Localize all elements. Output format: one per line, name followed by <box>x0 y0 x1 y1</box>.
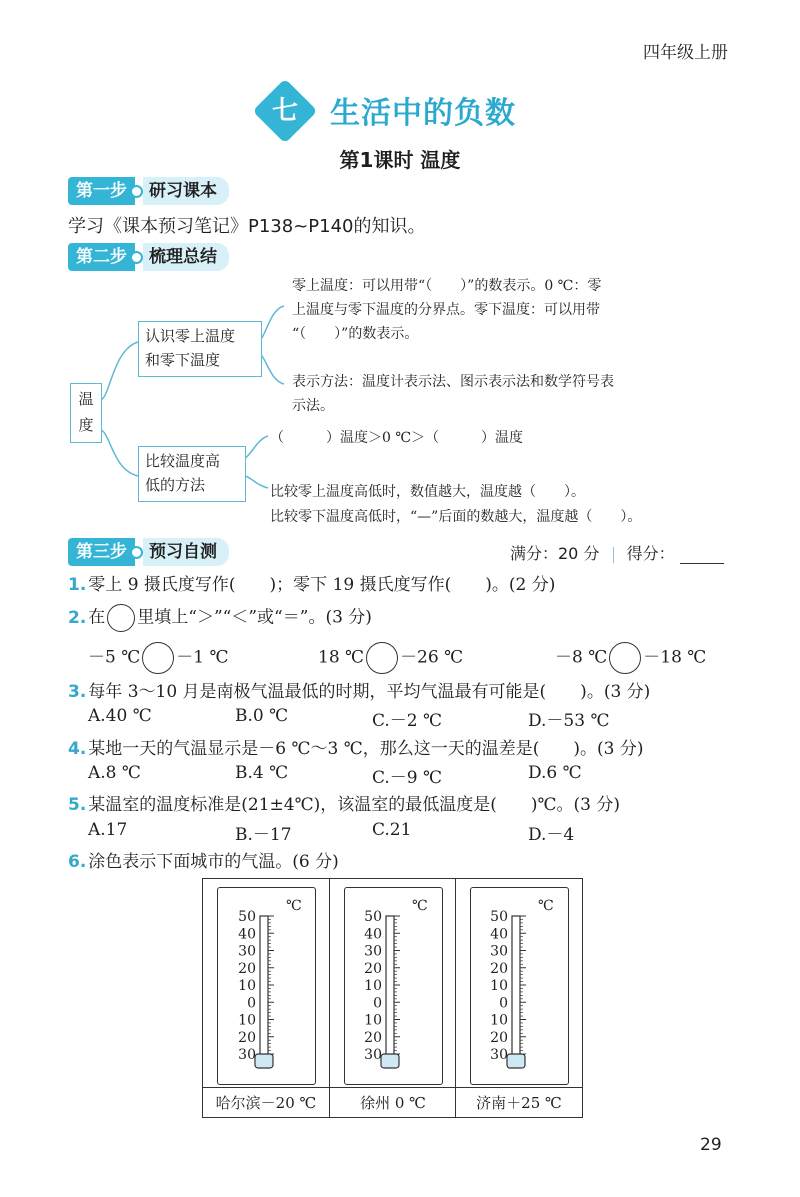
scale-label: 10 <box>238 978 256 994</box>
option-b[interactable]: B.－17 <box>235 825 292 845</box>
question-number: 3. <box>68 682 87 702</box>
option-c[interactable]: C.－9 ℃ <box>372 768 443 788</box>
thermometer-tube <box>260 916 268 1058</box>
question-text: 每年 3～10 月是南极气温最低的时期，平均气温最有可能是( )。(3 分) <box>88 682 651 702</box>
question-number: 5. <box>68 795 87 815</box>
question-number: 4. <box>68 739 87 759</box>
scale-label: 10 <box>364 978 382 994</box>
scale-label: 30 <box>238 1047 256 1063</box>
thermometer-drawings <box>202 878 581 1086</box>
note-zero-above-below <box>292 274 722 346</box>
step-2-tag <box>68 243 229 271</box>
scale-label: 40 <box>490 926 508 943</box>
step-1-label: 研习课本 <box>143 177 229 205</box>
mindmap-root <box>70 383 102 443</box>
note-line: 表示方法：温度计表示法、图示表示法和数学符号表 <box>292 374 614 390</box>
note-line: 零上温度：可以用带“（ ）”的数表示。0 ℃：零 <box>292 278 602 294</box>
mindmap-root-char-2: 度 <box>78 416 94 434</box>
unit-number: 七 <box>271 96 298 126</box>
option-c[interactable]: C.21 <box>372 820 412 840</box>
step-2-name: 第二步 <box>68 243 135 271</box>
option-d[interactable]: D.－4 <box>528 825 575 845</box>
compare-3-left: －8 ℃ <box>555 647 608 668</box>
thermometer-bulb <box>381 1054 399 1068</box>
scale-label: 10 <box>364 1012 382 1029</box>
step-3-name: 第三步 <box>68 538 135 566</box>
scale-label: 10 <box>490 978 508 994</box>
score-blank[interactable] <box>680 547 724 564</box>
option-b[interactable]: B.0 ℃ <box>235 706 289 726</box>
city-label: 哈尔滨－20 ℃ <box>203 1087 329 1118</box>
scale-label: 20 <box>364 960 382 977</box>
scale-label: 10 <box>238 1012 256 1029</box>
compare-2-left: 18 ℃ <box>318 647 365 668</box>
note-representation <box>292 370 722 418</box>
compare-row <box>88 642 229 674</box>
scale-label: 20 <box>490 960 508 977</box>
thermometer-tube <box>386 916 394 1058</box>
scale-label: 0 <box>499 995 508 1012</box>
question-number: 2. <box>68 607 87 628</box>
scale-label: 30 <box>490 1047 508 1063</box>
question-6 <box>68 850 339 874</box>
option-d[interactable]: D.－53 ℃ <box>528 711 610 731</box>
compare-circle-icon <box>107 604 135 632</box>
option-b[interactable]: B.4 ℃ <box>235 763 289 783</box>
thermometer-bulb <box>255 1054 273 1068</box>
unit-title: 生活中的负数 <box>330 96 516 131</box>
scale-label: 20 <box>364 1029 382 1046</box>
scale-label: 0 <box>373 995 382 1012</box>
step-dot-icon <box>130 546 143 559</box>
scale-label: 30 <box>238 943 256 960</box>
option-c[interactable]: C.－2 ℃ <box>372 711 443 731</box>
scale-label: 20 <box>238 960 256 977</box>
question-1 <box>68 573 555 597</box>
branch-line: 比较温度高 <box>145 452 221 470</box>
city-label: 徐州 0 ℃ <box>330 1087 456 1118</box>
scale-label: 10 <box>490 1012 508 1029</box>
grade-label: 四年级上册 <box>643 43 728 63</box>
step-3-tag <box>68 538 229 566</box>
question-2 <box>68 604 372 632</box>
option-d[interactable]: D.6 ℃ <box>528 763 582 783</box>
compare-1-left: －5 ℃ <box>88 647 141 668</box>
scale-label: 50 <box>490 909 508 925</box>
scale-label: 30 <box>490 943 508 960</box>
question-5 <box>68 793 620 817</box>
step-dot-icon <box>130 251 143 264</box>
compare-2-right: －26 ℃ <box>400 647 464 668</box>
scale-label: 20 <box>238 1029 256 1046</box>
question-text: 涂色表示下面城市的气温。(6 分) <box>88 852 339 872</box>
option-a[interactable]: A.17 <box>88 820 128 840</box>
city-label: 济南＋25 ℃ <box>456 1087 582 1118</box>
question-number: 1. <box>68 575 87 595</box>
compare-1-right: －1 ℃ <box>176 647 229 668</box>
compare-circle-input[interactable] <box>142 642 174 674</box>
question-number: 6. <box>68 852 87 872</box>
note-compare-zero: （ ）温度＞0 ℃＞（ ）温度 <box>270 430 524 446</box>
mindmap-root-char-1: 温 <box>78 390 94 408</box>
scale-label: 40 <box>364 926 382 943</box>
question-text: 某地一天的气温显示是－6 ℃～3 ℃，那么这一天的温差是( )。(3 分) <box>88 739 644 759</box>
scale-label: 50 <box>238 909 256 925</box>
mindmap-branch-compare <box>138 446 246 502</box>
scale-label: 0 <box>247 995 256 1012</box>
note-line: 上温度与零下温度的分界点。零下温度：可以用带 <box>292 302 600 318</box>
step-3-label: 预习自测 <box>143 538 229 566</box>
compare-circle-input[interactable] <box>609 642 641 674</box>
compare-row <box>318 642 463 674</box>
full-score: 满分：20 分 <box>510 544 600 563</box>
step-1-name: 第一步 <box>68 177 135 205</box>
unit-label: ℃ <box>538 898 554 914</box>
question-3 <box>68 680 650 704</box>
question-4 <box>68 737 644 761</box>
branch-line: 低的方法 <box>145 476 206 494</box>
step-dot-icon <box>130 185 143 198</box>
branch-line: 认识零上温度 <box>145 327 236 345</box>
compare-circle-input[interactable] <box>366 642 398 674</box>
question-text: 某温室的温度标准是(21±4℃)，该温室的最低温度是( )℃。(3 分) <box>88 795 621 815</box>
scale-label: 50 <box>364 909 382 925</box>
compare-row <box>555 642 706 674</box>
score-bar <box>510 541 724 564</box>
page-number: 29 <box>700 1135 722 1155</box>
step-2-label: 梳理总结 <box>143 243 229 271</box>
step-1-tag <box>68 177 229 205</box>
scale-label: 40 <box>238 926 256 943</box>
question-text-pre: 在 <box>88 607 106 628</box>
question-text-post: 里填上“＞”“＜”或“＝”。(3 分) <box>137 607 372 628</box>
scale-label: 30 <box>364 1047 382 1063</box>
score-label: 得分： <box>626 544 675 563</box>
note-line: 示法。 <box>292 398 334 414</box>
note-compare-above: 比较零上温度高低时，数值越大，温度越（ ）。 <box>270 484 585 500</box>
option-a[interactable]: A.40 ℃ <box>88 706 152 726</box>
option-a[interactable]: A.8 ℃ <box>88 763 141 783</box>
thermometer-bulb <box>507 1054 525 1068</box>
thermometer-tube <box>512 916 520 1058</box>
scale-label: 30 <box>364 943 382 960</box>
unit-label: ℃ <box>286 898 302 914</box>
score-divider <box>613 547 614 563</box>
mindmap-branch-recognize <box>138 321 262 377</box>
unit-label: ℃ <box>412 898 428 914</box>
note-compare-below: 比较零下温度高低时，“—”后面的数越大，温度越（ ）。 <box>270 509 642 525</box>
lesson-title: 第1课时 温度 <box>339 148 461 172</box>
scale-label: 20 <box>490 1029 508 1046</box>
compare-3-right: －18 ℃ <box>643 647 707 668</box>
intro-text: 学习《课本预习笔记》P138~P140的知识。 <box>68 216 426 237</box>
note-line: “（ ）”的数表示。 <box>292 326 419 342</box>
question-text: 零上 9 摄氏度写作( )；零下 19 摄氏度写作( )。(2 分) <box>88 575 556 595</box>
branch-line: 和零下温度 <box>145 351 221 369</box>
